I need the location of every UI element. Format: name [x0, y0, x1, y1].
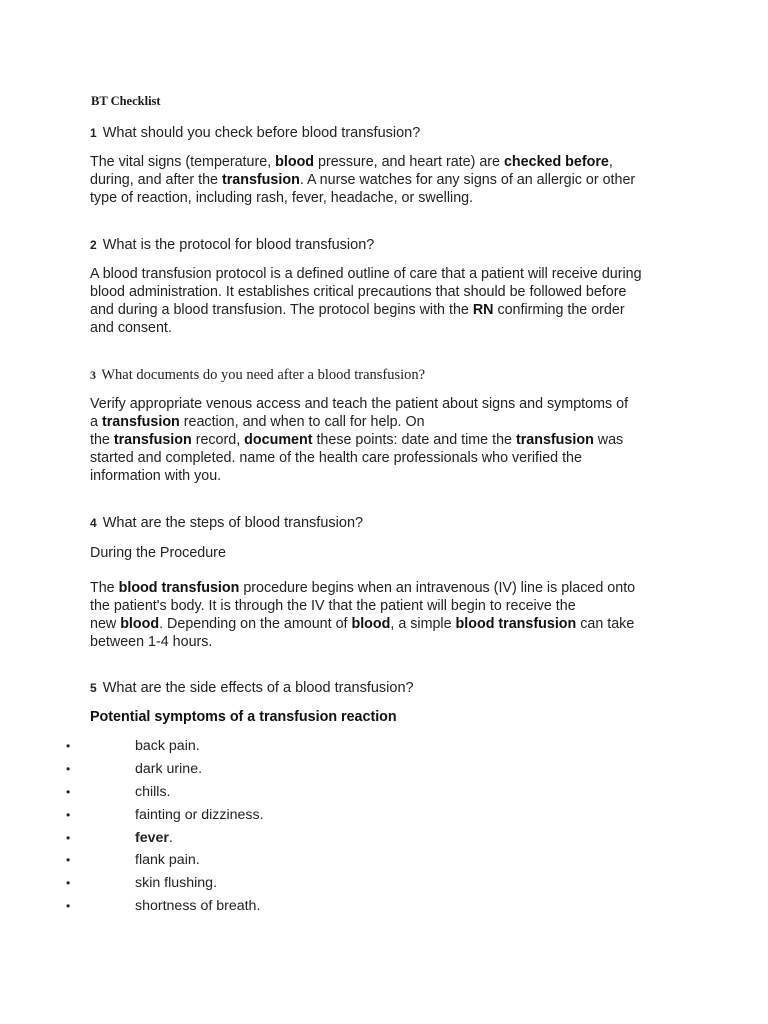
bold-text: blood [120, 616, 160, 632]
paragraph-line: blood administration. It establishes critical precautions that should be followed before [90, 284, 627, 300]
question-text: What is the protocol for blood transfusion? [102, 237, 375, 253]
bold-text: transfusion [515, 432, 594, 448]
list-item-bold: fever [135, 829, 169, 846]
bold-text: blood transfusion [118, 580, 240, 596]
list-item-text [135, 830, 173, 846]
question-5 [90, 679, 414, 697]
bold-text: transfusion [101, 414, 180, 430]
question-2 [90, 236, 374, 254]
answer-3 [90, 395, 690, 485]
question-text: What documents do you need after a blood transfusion? [101, 367, 426, 383]
paragraph-line: Verify appropriate venous access and teach the patient about signs and symptoms of [90, 396, 629, 412]
question-number: 4 [90, 516, 97, 530]
answer-4 [90, 579, 690, 651]
question-text: What are the side effects of a blood transfusion? [102, 680, 414, 696]
question-1 [90, 124, 420, 142]
bold-text: transfusion [221, 172, 300, 188]
question-4 [90, 514, 363, 532]
paragraph-line: and consent. [90, 320, 172, 336]
question-text: What are the steps of blood transfusion? [102, 515, 364, 531]
bullet-icon: • [66, 807, 71, 822]
answer-2 [90, 265, 690, 337]
paragraph-line: started and completed. name of the health care professionals who verified the [90, 450, 582, 466]
bold-text: blood [351, 616, 391, 632]
bold-text: blood [275, 154, 315, 170]
bullet-icon: • [66, 784, 71, 799]
bullet-icon: • [66, 761, 71, 776]
paragraph-line: A blood transfusion protocol is a defined outline of care that a patient will receive during [90, 266, 642, 282]
list-item-text: chills. [135, 783, 171, 800]
paragraph-line: type of reaction, including rash, fever, headache, or swelling. [90, 190, 474, 206]
bullet-icon: • [66, 876, 71, 891]
list-item-suffix: . [168, 829, 173, 846]
question-3 [90, 366, 425, 384]
bold-text: transfusion [113, 432, 192, 448]
paragraph-line: information with you. [90, 468, 222, 484]
answer-1 [90, 153, 690, 207]
question-number: 2 [90, 238, 97, 252]
bold-text: RN [472, 302, 494, 318]
question-number: 5 [90, 681, 97, 695]
bullet-icon: • [66, 739, 71, 753]
paragraph-line: and during a blood transfusion. The protocol begins with the RN confirming the order [90, 302, 625, 318]
paragraph-line: during, and after the transfusion. A nurse watches for any signs of an allergic or other [90, 172, 636, 188]
paragraph-line: the transfusion record, document these points: date and time the transfusion was [90, 432, 624, 448]
bold-text: checked before [503, 154, 609, 170]
list-item-text: skin flushing. [135, 875, 218, 892]
document-title: BT Checklist [91, 94, 161, 108]
paragraph-line: a transfusion reaction, and when to call for help. On [90, 414, 425, 430]
bullet-icon: • [66, 899, 71, 914]
paragraph-line: between 1-4 hours. [90, 634, 213, 650]
paragraph-line: the patient's body. It is through the IV that the patient will begin to receive the [90, 598, 576, 614]
symptoms-heading: Potential symptoms of a transfusion reaction [90, 709, 397, 725]
bold-text: blood transfusion [455, 616, 577, 632]
paragraph-line: The vital signs (temperature, blood pressure, and heart rate) are checked before, [90, 154, 613, 170]
answer-4-subheading: During the Procedure [90, 545, 226, 561]
list-item-text: back pain. [135, 738, 200, 754]
list-item-text: dark urine. [135, 760, 203, 777]
question-text: What should you check before blood transfusion? [102, 125, 421, 141]
list-item-text: shortness of breath. [135, 898, 261, 915]
paragraph-line: new blood. Depending on the amount of blood, a simple blood transfusion can take [90, 616, 635, 632]
list-item-text: flank pain. [135, 852, 200, 869]
bullet-icon: • [66, 830, 71, 845]
bullet-icon: • [66, 853, 71, 868]
bold-text: document [244, 432, 313, 448]
list-item-text: fainting or dizziness. [135, 806, 264, 823]
question-number: 3 [90, 368, 96, 382]
paragraph-line: The blood transfusion procedure begins when an intravenous (IV) line is placed onto [90, 580, 636, 596]
question-number: 1 [90, 126, 97, 140]
